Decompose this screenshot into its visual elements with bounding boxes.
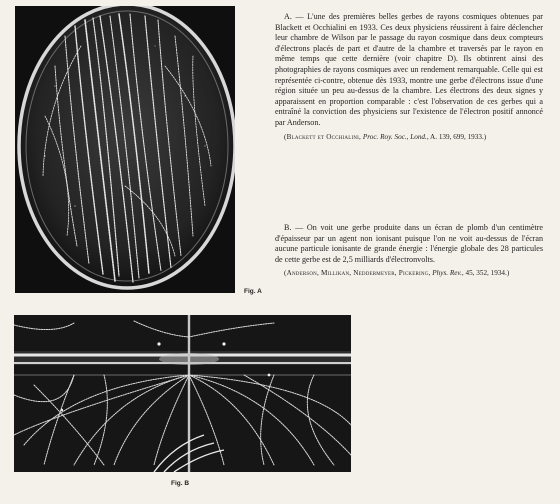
cloud-chamber-photo-b bbox=[14, 315, 351, 472]
figure-b-ref-details: 45, 352, 1934.) bbox=[465, 269, 510, 278]
figure-a-ref-journal: Proc. Roy. Soc., Lond., bbox=[362, 132, 429, 141]
figure-b-caption: Fig. B bbox=[171, 480, 190, 487]
figure-b-description bbox=[275, 223, 543, 279]
figure-a-description bbox=[275, 12, 543, 142]
figure-b-ref-authors: (Anderson, Millikan, Neddermeyer, Pickering, bbox=[284, 269, 431, 278]
figure-b-paragraph: B. — On voit une gerbe produite dans un écran de plomb d'un centimètre d'épaisseur par un agent non ionisant puisque l'on ne voit au-dessus de l'écran aucune particule ionisante de grande énergie : l'énergie globale des 28 particules de cette gerbe est de 2,5 milliards d'électronvolts. bbox=[275, 223, 543, 264]
figure-b-ref-journal: Phys. Rev., bbox=[432, 269, 464, 278]
cloud-chamber-photo-a bbox=[15, 6, 235, 293]
figure-b-reference bbox=[275, 269, 543, 278]
figure-a-reference bbox=[275, 133, 543, 142]
figure-a-caption: Fig. A bbox=[244, 288, 262, 295]
figure-a-paragraph: A. — L'une des premières belles gerbes de rayons cosmiques obtenues par Blackett et Occhialini en 1933. Ces deux physiciens réussirent à faire déclencher leur chambre de Wilson par le passage du rayon cosmique dans deux compteurs d'électrons placés de part et d'autre de la chambre et traversés par le rayon en même temps que cette dernière (voir chapitre D). Ils obtinrent ainsi des photographies de rayons cosmiques avec un rendement remarquable. Celle qui est représentée ci-contre, obtenue dès 1933, montre une gerbe d'électrons issue d'une région située un peu au-dessus de la chambre. Les électrons des deux signes y apparaissent en proportion comparable : c'est l'observation de ces gerbes qui a entraîné la conviction des physiciens sur l'existence de l'électron positif annoncé par Anderson. bbox=[275, 12, 543, 127]
figure-a-ref-authors: (Blackett et Occhialini, bbox=[284, 132, 362, 141]
figure-a-ref-details: A. 139, 699, 1933.) bbox=[430, 132, 487, 141]
